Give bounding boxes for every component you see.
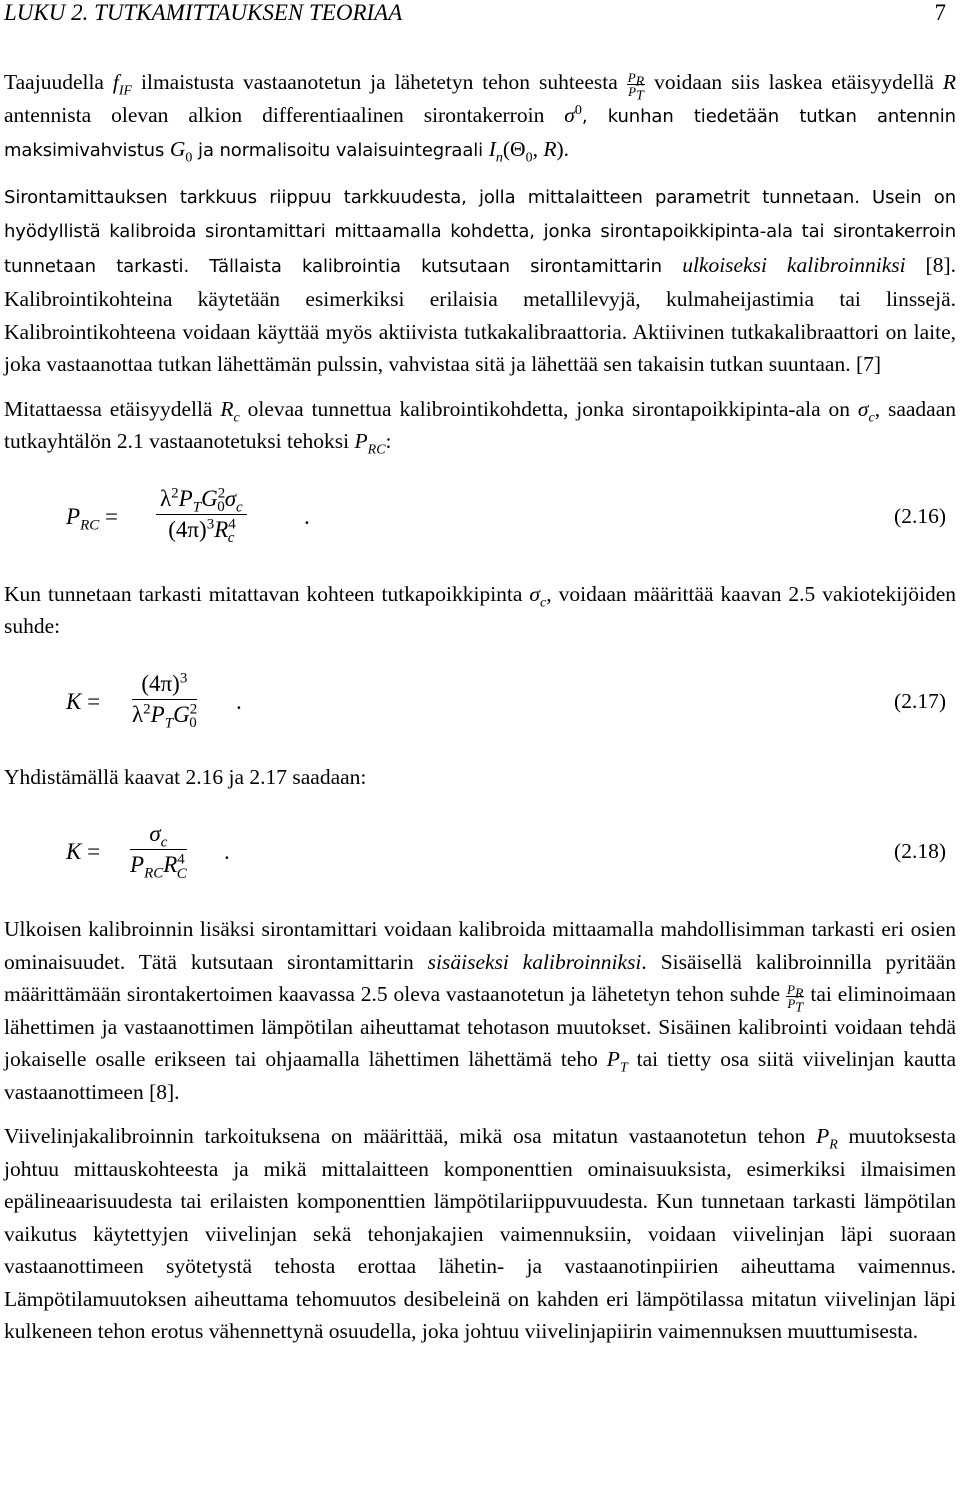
- paragraph-2: Sirontamittauksen tarkkuus riippuu tarkkuudesta, jolla mittalaitteen parametrit tunnetaan. Usein on hyödyllistä kalibroida sirontamittari mittaamalla kohdetta, jonka sirontapoikkipinta-ala tai sirontakerroin tunnetaan tarkasti. Tällaista kalibrointia kutsutaan sirontamittarin ulkoiseksi kalibroinniksi [8]. Kalibrointikohteina käytetään esimerkiksi erilaisia metallilevyjä, kulmaheijastimia tai linssejä. Kalibrointikohteena voidaan käyttää myös aktiivista tutkakalibraattoria. Aktiivinen tutkakalibraattori on laite, joka vastaanottaa tutkan lähettämän pulssin, vahvistaa sitä ja lähettää sen takaisin tutkan suuntaan. [7]: [4, 186, 956, 376]
- paragraph-1: Taajuudella $f_{IF}$ ilmaistusta vastaanotetun ja lähetetyn tehon suhteesta $\frac{P_R}{P_T}$ voidaan siis laskea etäisyydellä R antennista olevan alkion differentiaalinen sirontakerroin $\sigma^0$, kunhan tiedetään tutkan antennin maksimivahvistus $G_0$ ja normalisoitu valaisuintegraali $I_n(\Theta_0$, R).: [4, 69, 957, 166]
- paragraph-5: Yhdistämällä kaavat 2.16 ja 2.17 saadaan:: [4, 764, 367, 789]
- paragraph-7: Viivelinjakalibroinnin tarkoituksena on määrittää, mikä osa mitatun vastaanotetun tehon $P_R$ muutoksesta johtuu mittauskohteesta ja mikä mittalaitteen komponenttien ominaisuuksista, esimerkiksi ilmaisimen epälineaarisuudesta tai erilaisten komponenttien lämpötilariippuvuudesta. Kun tunnetaan tarkasti lämpötilan vaikutus käytettyjen viivelinjan sekä tehonjakajien vaimennuksiin, voidaan viivelinjan läpi suoraan vastaanottimeen syötetystä tehosta erottaa lähetin- ja vastaanotinpiirien aiheuttama vaimennus. Lämpötilamuutoksen aiheuttama tehomuutos desibeleinä on kahden eri lämpötilassa mitatun viivelinjan läpi kulkeneen tehon erotus vähennettynä osuudella, joka johtuu viivelinjapiirin vaimennuksen muuttumisesta.: [4, 1124, 956, 1343]
- equation-2-17: K = $(4\pi)^3$ $\lambda^2P_TG^2_0$ . (2.17): [66, 669, 946, 732]
- running-header: [4, 0, 956, 26]
- power-ratio-fraction: $\frac{P_R}{P_T}$: [786, 981, 804, 1016]
- equation-number: (2.18): [894, 839, 946, 863]
- equation-number: (2.16): [894, 503, 946, 528]
- paragraph-6: Ulkoisen kalibroinnin lisäksi sirontamittari voidaan kalibroida mittaamalla mahdollisimman tarkasti eri osien ominaisuudet. Tätä kutsutaan sirontamittarin sisäiseksi kalibroinniksi. Sisäisellä kalibroinnilla pyritään määrittämään sirontakertoimen kaavassa 2.5 oleva vastaanotetun ja lähetetyn tehon suhde $\frac{P_R}{P_T}$ tai eliminoimaan lähettimen ja vastaanottimen lämpötilan aiheuttamat tehotason muutokset. Sisäinen kalibrointi voidaan tehdä jokaiselle osalle erikseen tai ohjaamalla lähettimen lähettämä teho $P_T$ tai tietty osa siitä viivelinjan kautta vastaanottimeen [8].: [4, 917, 957, 1104]
- page-number: 7: [934, 0, 946, 25]
- equation-2-18: K = $\sigma_c$ $P_{RC}R^4_C$ . (2.18): [66, 821, 946, 882]
- chapter-title: LUKU 2. TUTKAMITTAUKSEN TEORIAA: [4, 0, 403, 25]
- paragraph-3: Mitattaessa etäisyydellä $R_c$ olevaa tunnettua kalibrointikohdetta, jonka sirontapoikkipinta-ala on $\sigma_c$, saadaan tutkayhtälön 2.1 vastaanotetuksi tehoksi $P_{RC}$:: [4, 396, 956, 458]
- equation-number: (2.17): [894, 688, 946, 713]
- equation-2-16: $P_{RC}$ = $\lambda^2P_TG^2_0\sigma_c$ $(4\pi)^3R^4_c$ . (2.16): [66, 484, 946, 547]
- power-ratio-fraction: $\frac{P_R}{P_T}$: [627, 69, 645, 104]
- paragraph-4: Kun tunnetaan tarkasti mitattavan kohteen tutkapoikkipinta $\sigma_c$, voidaan määrittää kaavan 2.5 vakiotekijöiden suhde:: [4, 581, 956, 638]
